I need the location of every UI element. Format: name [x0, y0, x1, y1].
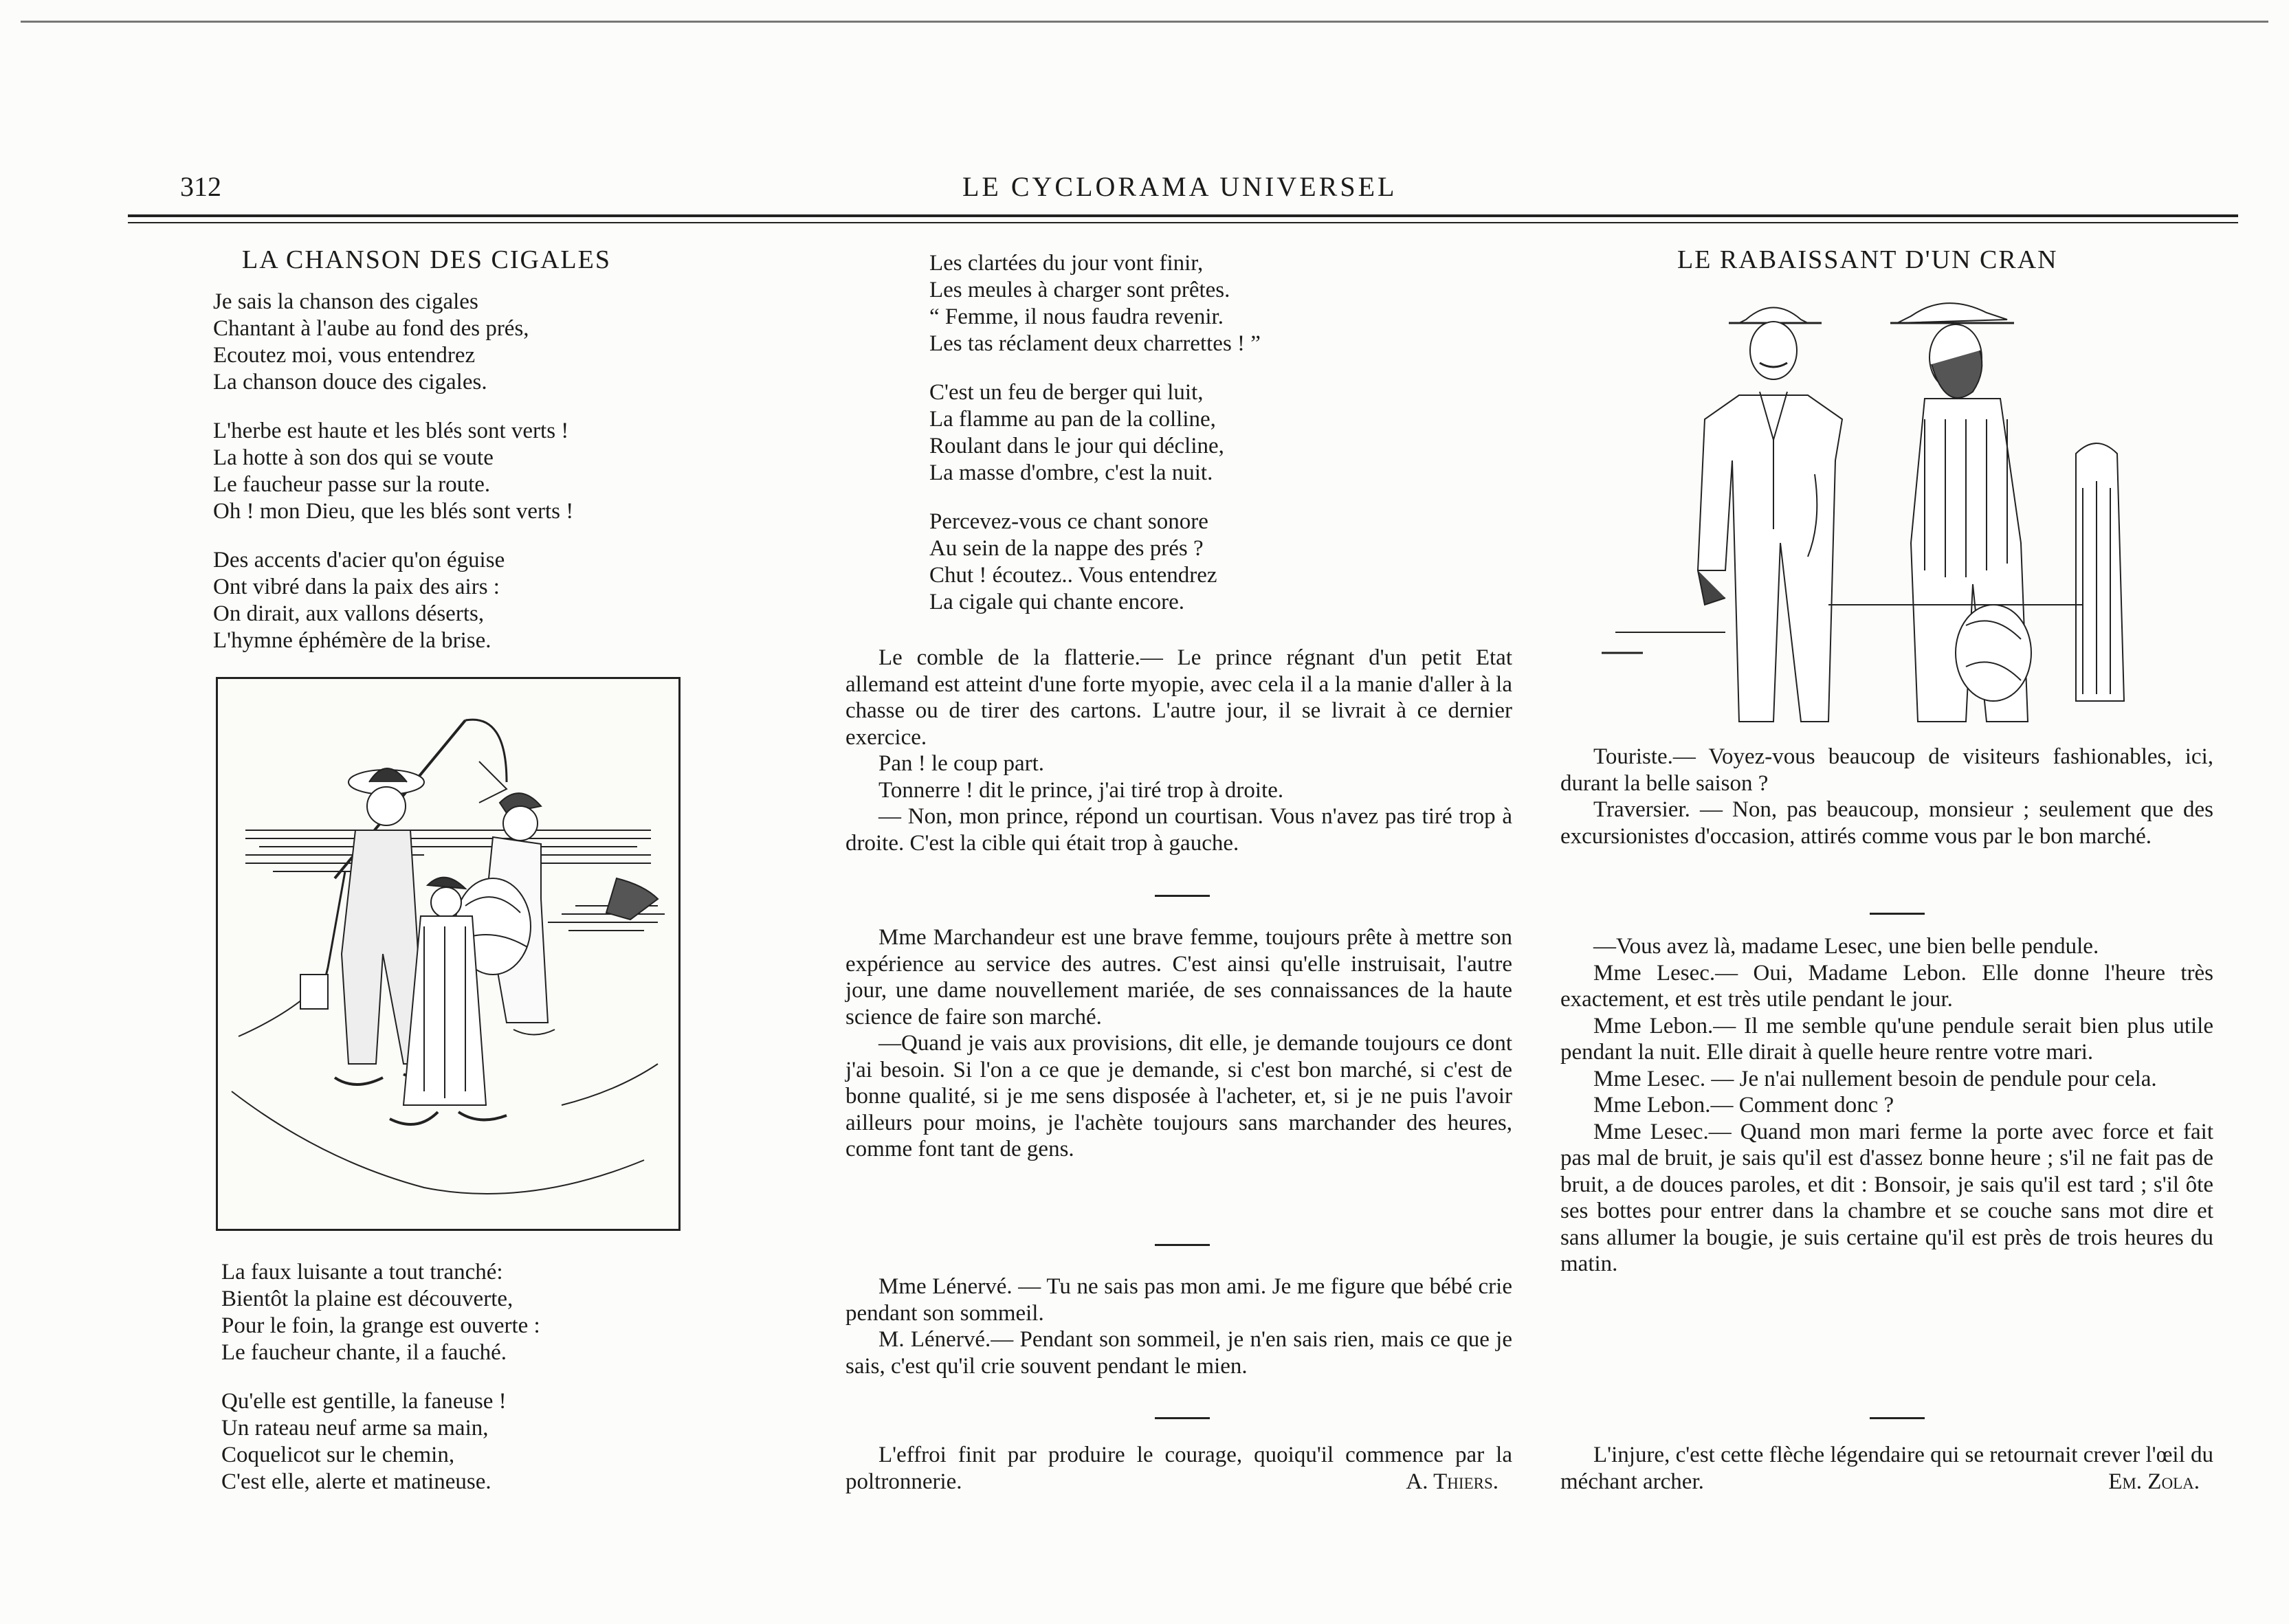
verse-line: Ont vibré dans la paix des airs : [213, 575, 500, 599]
verse-line: La chanson douce des cigales. [213, 370, 487, 394]
paragraph: Traversier. — Non, pas beaucoup, monsieur ; seulement que des excursionistes d'occasion, attirés comme vous par le bon marché. [1560, 797, 2213, 849]
cartoon-dialogue [1560, 744, 2213, 849]
verse-line: On dirait, aux vallons déserts, [213, 601, 485, 626]
stanza [929, 379, 1261, 487]
paragraph: Touriste.— Voyez-vous beaucoup de visiteurs fashionables, ici, durant la belle saison ? [1560, 744, 2213, 796]
top-border-rule [21, 21, 2268, 23]
section-separator [1870, 913, 1925, 915]
header-rule [128, 214, 2238, 217]
quote-text: L'effroi finit par produire le courage, quoiqu'il commence par la poltronnerie. [845, 1443, 1512, 1494]
verse-line: La masse d'ombre, c'est la nuit. [929, 460, 1213, 485]
verse-line: Le faucheur chante, il a fauché. [221, 1340, 507, 1365]
verse-line: Les meules à charger sont prêtes. [929, 278, 1230, 302]
stanza [929, 250, 1261, 357]
paragraph: —Vous avez là, madame Lesec, une bien belle pendule. [1593, 934, 2099, 959]
page-number: 312 [180, 171, 221, 202]
anecdote-marchandeur [845, 924, 1512, 1163]
verse-line: Chut ! écoutez.. Vous entendrez [929, 563, 1217, 588]
verse-line: C'est elle, alerte et matineuse. [221, 1469, 491, 1494]
verse-line: La flamme au pan de la colline, [929, 407, 1216, 432]
section-separator [1870, 1417, 1925, 1419]
paragraph: Mme Lénervé. — Tu ne sais pas mon ami. Je me figure que bébé crie pendant son sommeil. [845, 1274, 1512, 1326]
verse-line: Un rateau neuf arme sa main, [221, 1416, 489, 1441]
quote-author: Em. Zola. [2108, 1469, 2200, 1494]
verse-line: La faux luisante a tout tranché: [221, 1260, 503, 1284]
verse-line: Oh ! mon Dieu, que les blés sont verts ! [213, 499, 574, 524]
verse-line: La cigale qui chante encore. [929, 590, 1185, 614]
paragraph: Pan ! le coup part. [878, 751, 1045, 776]
verse-line: L'herbe est haute et les blés sont verts ! [213, 419, 569, 443]
anecdote-pendule [1560, 933, 2213, 1278]
verse-line: Au sein de la nappe des prés ? [929, 536, 1204, 561]
verse-line: Les tas réclament deux charrettes ! ” [929, 331, 1261, 356]
paragraph: Mme Marchandeur est une brave femme, toujours prête à mettre son expérience au service des autres. C'est ainsi qu'elle instruisait, l'autre jour, une dame nouvellement mariée, de ses connaissances de la haute science de faire son marché. [845, 925, 1512, 1030]
tourist-ferryman-drawing [1602, 282, 2165, 735]
verse-line: Ecoutez moi, vous entendrez [213, 343, 476, 368]
verse-line: Chantant à l'aube au fond des prés, [213, 316, 529, 341]
verse-line: Les clartées du jour vont finir, [929, 251, 1204, 276]
reapers-drawing [218, 679, 678, 1229]
verse-line: La hotte à son dos qui se voute [213, 445, 494, 470]
verse-line: Des accents d'acier qu'on éguise [213, 548, 505, 572]
section-separator [1155, 1244, 1210, 1246]
verse-line: Percevez-vous ce chant sonore [929, 509, 1208, 534]
verse-line: Qu'elle est gentille, la faneuse ! [221, 1389, 507, 1414]
verse-line: Roulant dans le jour qui décline, [929, 434, 1224, 458]
verse-line: “ Femme, il nous faudra revenir. [929, 304, 1224, 329]
running-title: LE CYCLORAMA UNIVERSEL [962, 171, 1397, 202]
paragraph: Le comble de la flatterie.— Le prince régnant d'un petit Etat allemand est atteint d'une forte myopie, avec cela il a la manie d'aller à la chasse ou de tirer des cartons. L'autre jour, il se livrait à ce dernier exercice. [845, 645, 1512, 750]
verse-line: Bientôt la plaine est découverte, [221, 1287, 513, 1311]
quote-author: A. Thiers. [1406, 1469, 1499, 1494]
verse-line: Pour le foin, la grange est ouverte : [221, 1313, 540, 1338]
poem-title: LA CHANSON DES CIGALES [242, 245, 611, 274]
quote-thiers [845, 1442, 1512, 1495]
verse-line: L'hymne éphémère de la brise. [213, 628, 491, 653]
poem-verses-continued [929, 250, 1261, 638]
poem-verses-top [213, 289, 573, 676]
stanza [213, 547, 573, 654]
stanza [213, 418, 573, 525]
paragraph: Mme Lesec.— Quand mon mari ferme la porte avec force et fait pas mal de bruit, je sais qu'il est d'assez bonne heure ; s'il ne fait pas de bruit, a de douces paroles, et dit : Bonsoir, je sais qu'il est tard ; s'il ôte ses bottes pour entrer dans la chambre et se couche sans mot dire et sans allumer la bougie, je suis certaine qu'il est près de trois heures du matin. [1560, 1119, 2213, 1276]
section-separator [1155, 895, 1210, 897]
stanza [221, 1259, 540, 1366]
anecdote-lenerve [845, 1273, 1512, 1379]
paragraph: Mme Lesec. — Je n'ai nullement besoin de pendule pour cela. [1593, 1066, 2157, 1091]
verse-line: C'est un feu de berger qui luit, [929, 380, 1204, 405]
verse-line: Coquelicot sur le chemin, [221, 1443, 455, 1467]
verse-line: Le faucheur passe sur la route. [213, 472, 491, 497]
stanza [213, 289, 573, 396]
paragraph: M. Lénervé.— Pendant son sommeil, je n'en sais rien, mais ce que je sais, c'est qu'il crie souvent pendant le mien. [845, 1327, 1512, 1379]
verse-line: Je sais la chanson des cigales [213, 289, 478, 314]
illustration-reapers [216, 677, 681, 1231]
quote-text: L'injure, c'est cette flèche légendaire qui se retournait crever l'œil du méchant archer. [1560, 1443, 2214, 1494]
paragraph: Mme Lebon.— Comment donc ? [1593, 1093, 1894, 1117]
paragraph: —Quand je vais aux provisions, dit elle, je demande toujours ce dont j'ai besoin. Si l'on a ce que je demande, si c'est bon marché, si c'est de bonne qualité, si je me sens disposée à l'acheter, et, si je ne puis l'avoir ailleurs pour moins, je l'achète toujours sans marchander des heures, comme font tant de gens. [845, 1031, 1512, 1161]
stanza [221, 1388, 540, 1495]
paragraph: Mme Lesec.— Oui, Madame Lebon. Elle donne l'heure très exactement, et est très utile pendant le jour. [1560, 960, 2213, 1012]
paragraph: Tonnerre ! dit le prince, j'ai tiré trop à droite. [878, 777, 1284, 803]
poem-verses-bottom [221, 1259, 540, 1517]
section-separator [1155, 1417, 1210, 1419]
header-rule-thin [128, 222, 2238, 223]
stanza [929, 509, 1261, 616]
illustration-tourist-ferryman [1602, 282, 2165, 735]
anecdote-flatterie [845, 645, 1512, 856]
paragraph: — Non, mon prince, répond un courtisan. Vous n'avez pas tiré trop à droite. C'est la cible qui était trop à gauche. [845, 804, 1512, 856]
cartoon-title: LE RABAISSANT D'UN CRAN [1677, 245, 2058, 274]
quote-zola [1560, 1442, 2213, 1495]
paragraph: Mme Lebon.— Il me semble qu'une pendule serait bien plus utile pendant la nuit. Elle dirait à quelle heure rentre votre mari. [1560, 1013, 2213, 1065]
